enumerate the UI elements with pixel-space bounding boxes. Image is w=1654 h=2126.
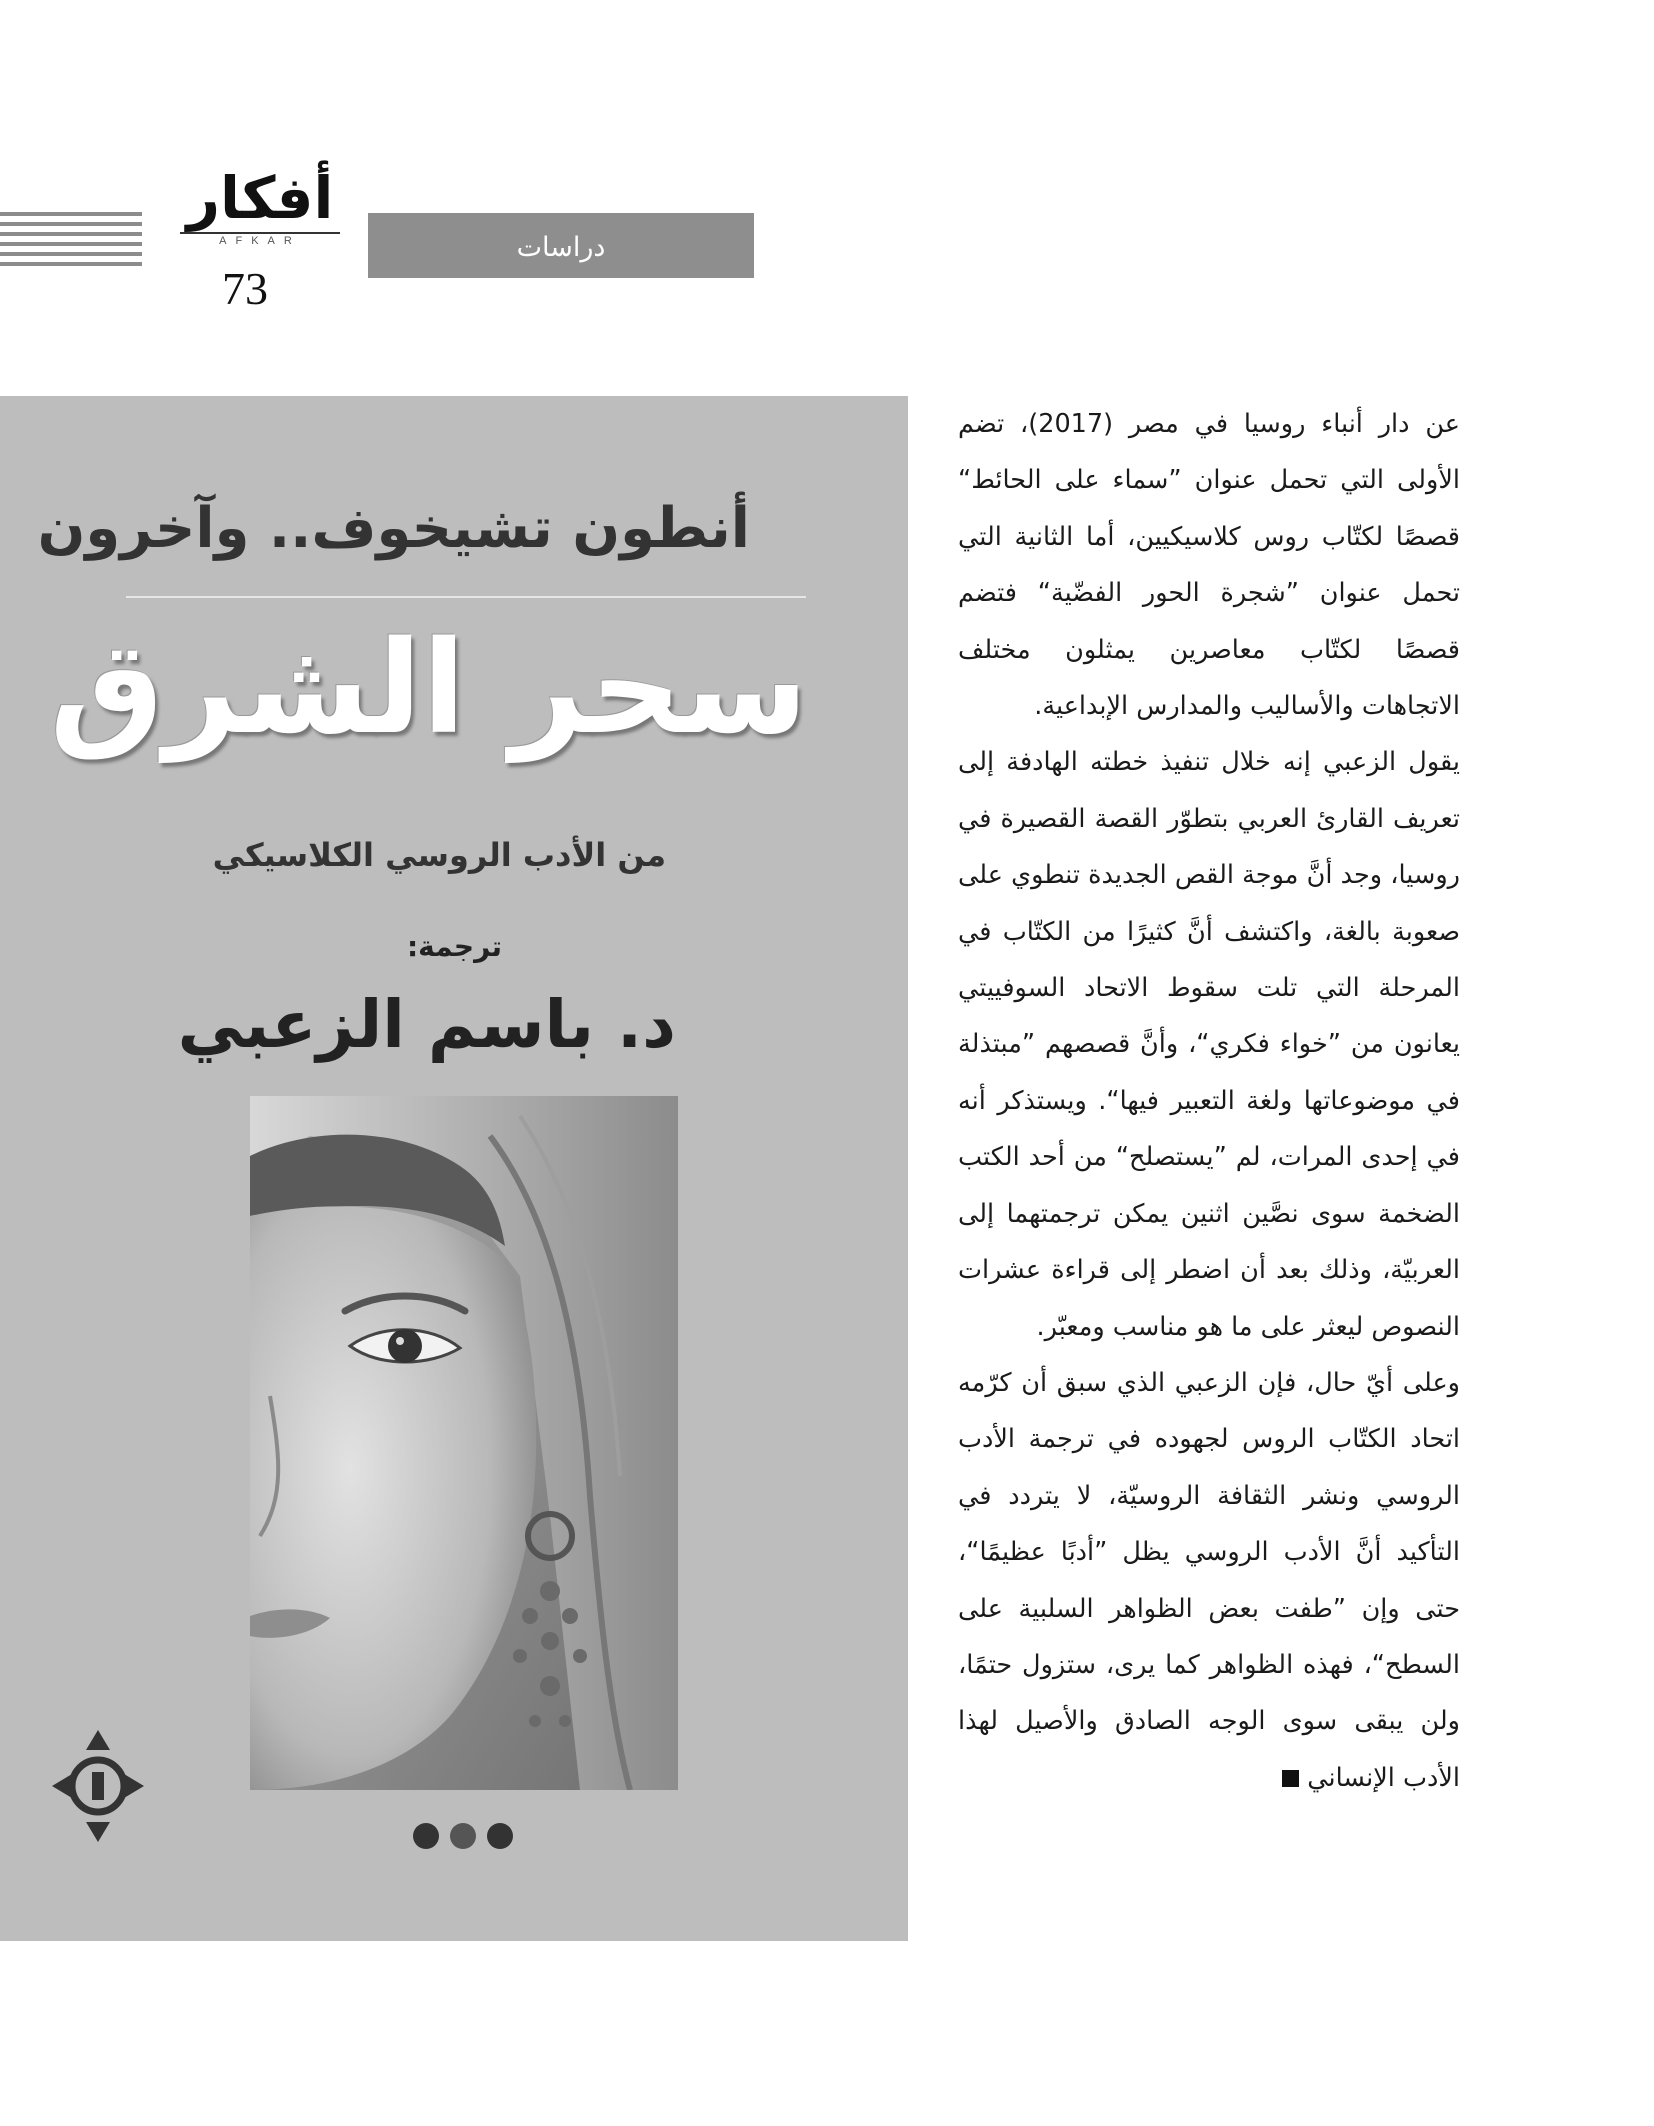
cover-divider (126, 596, 806, 598)
cover-portrait-image (250, 1096, 678, 1790)
cover-author: أنطون تشيخوف.. وآخرون (37, 496, 750, 561)
article-paragraph-3-text: وعلى أيّ حال، فإن الزعبي الذي سبق أن كرّمه اتحاد الكتّاب الروس لجهوده في ترجمة الأدب الروسي ونشر الثقافة الروسيّة، لا يتردد في التأكيد أنَّ الأدب الروسي يظل ”أدبًا عظيمًا“، حتى وإن ”طفت بعض الظواهر السلبية على السطح“، فهذه الظواهر كما يرى، ستزول حتمًا، ولن يبقى سوى الوجه الصادق والأصيل لهذا الأدب الإنساني (958, 1367, 1460, 1793)
book-cover (0, 396, 908, 1941)
publisher-emblem-icon (48, 1726, 148, 1846)
header-stripes (0, 212, 142, 278)
section-label: دراسات (368, 213, 754, 278)
cover-subtitle: من الأدب الروسي الكلاسيكي (212, 836, 666, 874)
page-number: 73 (222, 263, 268, 314)
cover-translator: د. باسم الزعبي (177, 986, 676, 1063)
logo-latin: AFKAR (180, 232, 340, 247)
cover-translation-label: ترجمة: (406, 930, 502, 963)
end-of-article-square-icon (1282, 1770, 1299, 1787)
article-paragraph-3 (958, 1355, 1460, 1806)
cover-title: سحر الشرق (49, 614, 808, 763)
ornament-dots-icon (408, 1820, 518, 1852)
logo-arabic: أفكار (186, 164, 334, 232)
article-paragraph-1: عن دار أنباء روسيا في مصر (2017)، تضم الأولى التي تحمل عنوان ”سماء على الحائط“ قصصًا لكتّاب روس كلاسيكيين، أما الثانية التي تحمل عنوان ”شجرة الحور الفضّية“ فتضم قصصًا لكتّاب معاصرين يمثلون مختلف الاتجاهات والأساليب والمدارس الإبداعية. (958, 409, 1460, 722)
magazine-logo (180, 166, 340, 247)
article-paragraph-2: يقول الزعبي إنه خلال تنفيذ خطته الهادفة إلى تعريف القارئ العربي بتطوّر القصة القصيرة في روسيا، وجد أنَّ موجة القص الجديدة تنطوي على صعوبة بالغة، واكتشف أنَّ كثيرًا من الكتّاب في المرحلة التي تلت سقوط الاتحاد السوفييتي يعانون من ”خواء فكري“، وأنَّ قصصهم ”مبتذلة في موضوعاتها ولغة التعبير فيها“. ويستذكر أنه في إحدى المرات، لم ”يستصلح“ من أحد الكتب الضخمة سوى نصَّين اثنين يمكن ترجمتهما إلى العربيّة، وذلك بعد أن اضطر إلى قراءة عشرات النصوص ليعثر على ما هو مناسب ومعبّر. (958, 747, 1460, 1342)
article-column (958, 396, 1460, 1956)
